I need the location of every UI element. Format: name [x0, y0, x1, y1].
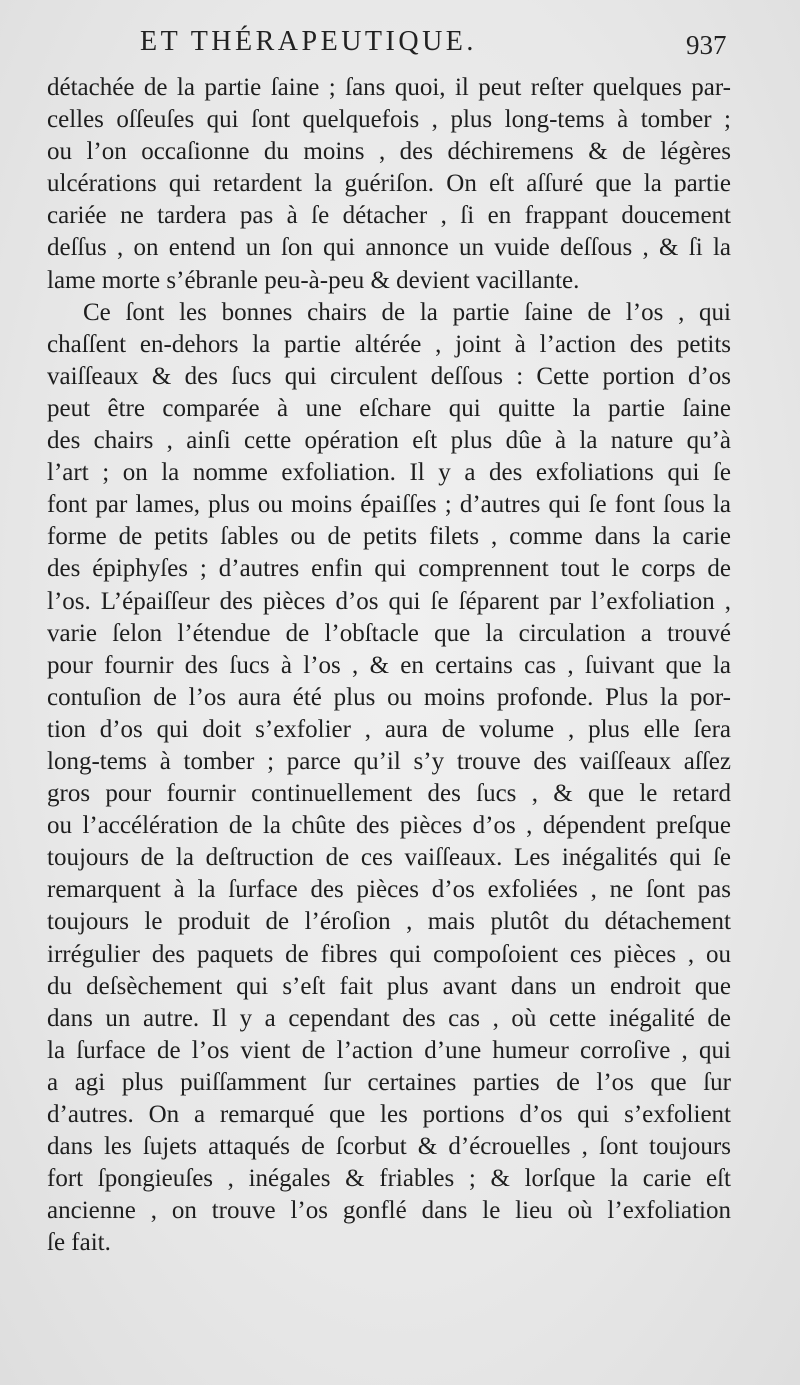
- text-line: dans les ſujets attaqués de ſcorbut & d’écrouelles , ſont toujours: [47, 1133, 731, 1161]
- text-line: tion d’os qui doit s’exfolier , aura de volume , plus elle ſera: [47, 715, 731, 743]
- text-line: ſe fait.: [47, 1229, 111, 1257]
- text-line: irrégulier des paquets de fibres qui compoſoient ces pièces , ou: [47, 940, 731, 968]
- text-line: ou l’on occaſionne du moins , des déchiremens & de légères: [47, 138, 731, 166]
- show-through-bleed: [140, 1262, 740, 1332]
- text-line: ulcérations qui retardent la guériſon. On eſt aſſuré que la partie: [47, 170, 731, 198]
- text-line: toujours le produit de l’éroſion , mais plutôt du détachement: [47, 908, 731, 936]
- text-line: peut être comparée à une eſchare qui quitte la partie ſaine: [47, 394, 731, 422]
- page-number: 937: [686, 30, 727, 60]
- text-line: Ce ſont les bonnes chairs de la partie ſaine de l’os , qui: [83, 298, 731, 326]
- text-line: forme de petits ſables ou de petits filets , comme dans la carie: [47, 523, 731, 551]
- text-line: lame morte s’ébranle peu-à-peu & devient vacillante.: [47, 266, 580, 294]
- body-text: [47, 72, 731, 1259]
- text-line: dans un autre. Il y a cependant des cas , où cette inégalité de: [47, 1004, 731, 1032]
- text-line: ancienne , on trouve l’os gonflé dans le lieu où l’exfoliation: [47, 1197, 731, 1225]
- running-title: ET THÉRAPEUTIQUE.: [140, 26, 477, 57]
- text-line: d’autres. On a remarqué que les portions d’os qui s’exfolient: [47, 1101, 731, 1128]
- text-line: remarquent à la ſurface des pièces d’os exfoliées , ne ſont pas: [47, 876, 731, 904]
- text-line: a agi plus puiſſamment ſur certaines parties de l’os que ſur: [47, 1068, 731, 1096]
- text-line: du deſsèchement qui s’eſt fait plus avant dans un endroit que: [47, 972, 731, 1000]
- text-line: des chairs , ainſi cette opération eſt plus dûe à la nature qu’à: [47, 427, 731, 455]
- text-line: pour fournir des ſucs à l’os , & en certains cas , ſuivant que la: [47, 651, 731, 679]
- text-line: chaſſent en-dehors la partie altérée , joint à l’action des petits: [47, 330, 731, 358]
- text-line: l’os. L’épaiſſeur des pièces d’os qui ſe ſéparent par l’exfoliation ,: [47, 587, 731, 615]
- text-line: deſſus , on entend un ſon qui annonce un vuide deſſous , & ſi la: [47, 234, 731, 262]
- text-line: varie ſelon l’étendue de l’obſtacle que la circulation a trouvé: [47, 619, 731, 647]
- text-line: contuſion de l’os aura été plus ou moins profonde. Plus la por-: [47, 683, 731, 711]
- paragraph: [47, 72, 731, 297]
- text-line: font par lames, plus ou moins épaiſſes ; d’autres qui ſe font ſous la: [47, 491, 731, 519]
- text-line: long-tems à tomber ; parce qu’il s’y trouve des vaiſſeaux aſſez: [47, 747, 731, 775]
- text-line: cariée ne tardera pas à ſe détacher , ſi en frappant doucement: [47, 202, 731, 230]
- text-line: l’art ; on la nomme exfoliation. Il y a des exfoliations qui ſe: [47, 459, 731, 487]
- paragraph: [47, 297, 731, 1260]
- text-line: détachée de la partie ſaine ; ſans quoi, il peut reſter quelques par-: [47, 74, 731, 101]
- text-line: des épiphyſes ; d’autres enfin qui comprennent tout le corps de: [47, 555, 731, 583]
- text-line: la ſurface de l’os vient de l’action d’une humeur corroſive , qui: [47, 1036, 731, 1064]
- text-line: ou l’accélération de la chûte des pièces d’os , dépendent preſque: [47, 812, 731, 840]
- text-line: gros pour fournir continuellement des ſucs , & que le retard: [47, 780, 731, 808]
- text-line: celles oſſeuſes qui ſont quelquefois , plus long-tems à tomber ;: [47, 106, 731, 134]
- text-line: vaiſſeaux & des ſucs qui circulent deſſous : Cette portion d’os: [47, 362, 731, 390]
- text-line: toujours de la deſtruction de ces vaiſſeaux. Les inégalités qui ſe: [47, 844, 731, 872]
- text-line: fort ſpongieuſes , inégales & friables ; & lorſque la carie eſt: [47, 1165, 731, 1193]
- page-header: [0, 22, 800, 62]
